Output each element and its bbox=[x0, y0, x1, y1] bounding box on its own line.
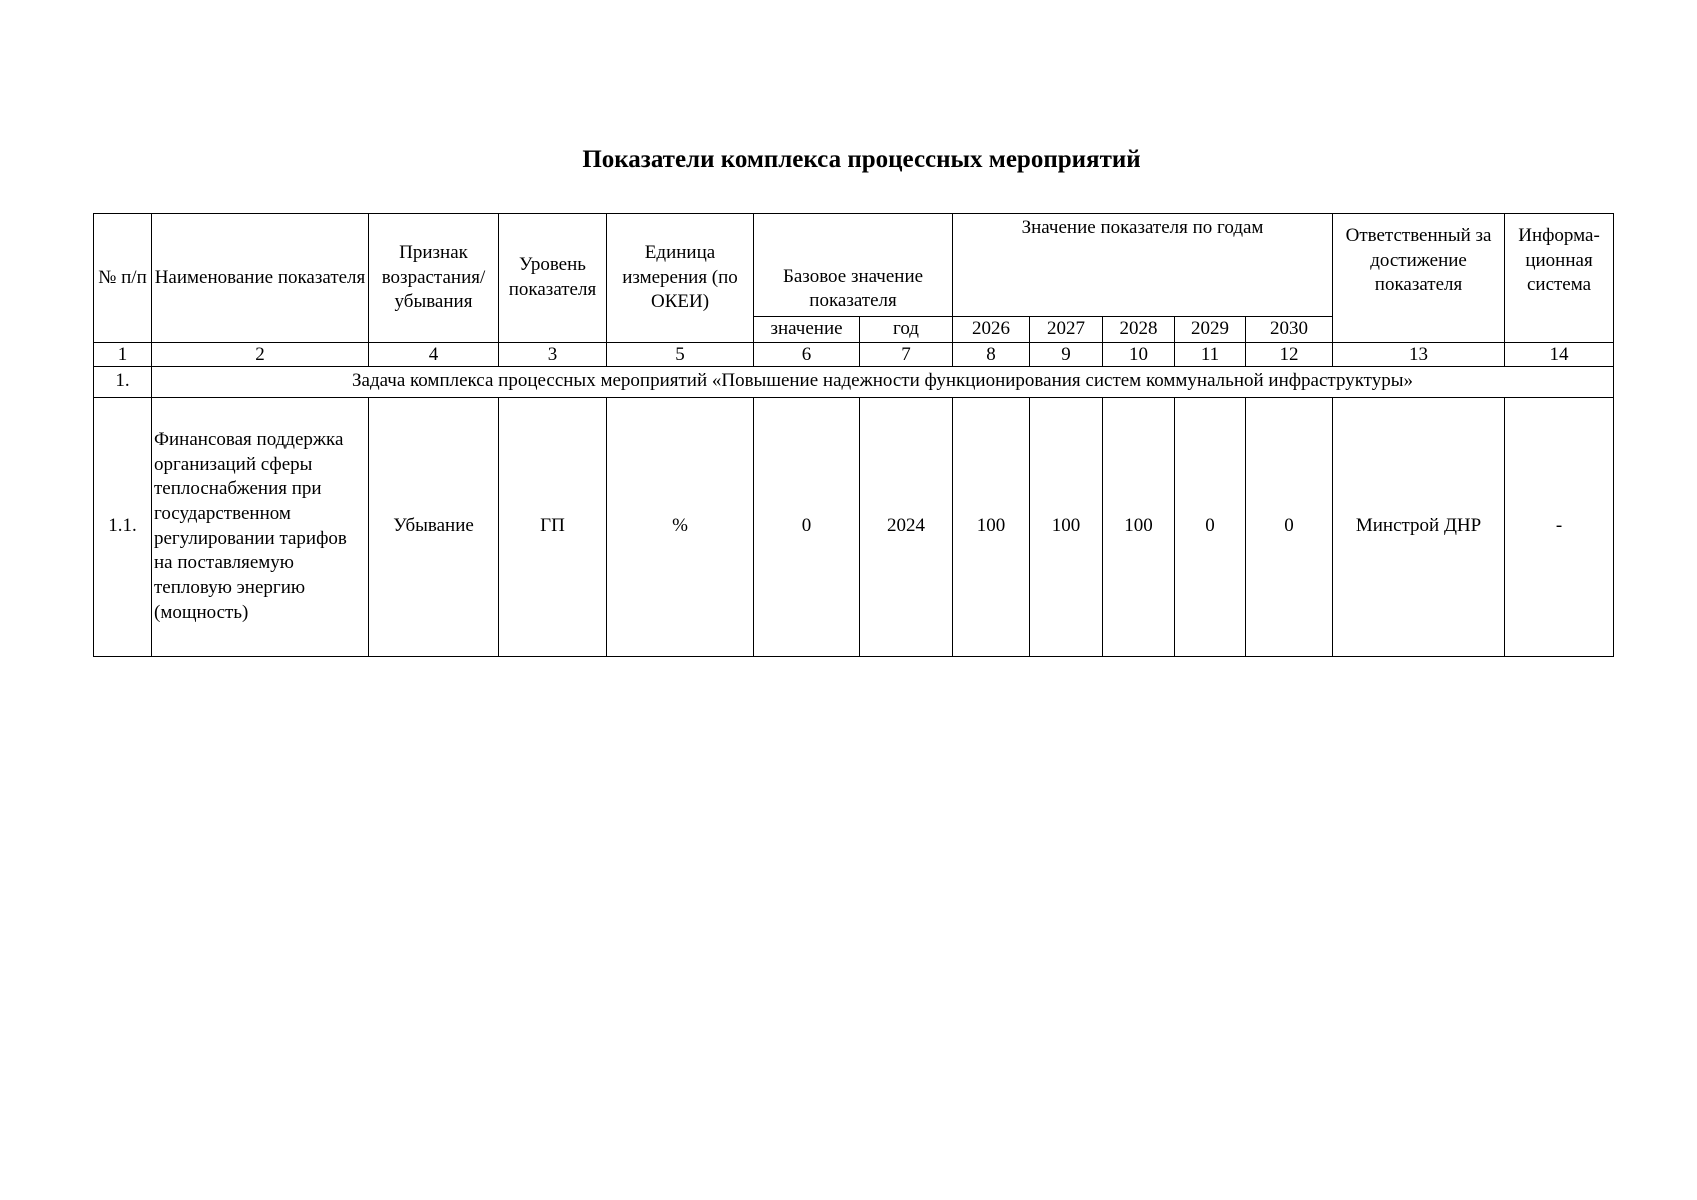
header-name: Наименование показателя bbox=[152, 214, 369, 343]
row-num: 1.1. bbox=[94, 397, 152, 656]
column-numbers-row bbox=[94, 342, 1614, 366]
row-value-2028: 100 bbox=[1103, 397, 1175, 656]
row-level: ГП bbox=[499, 397, 607, 656]
task-text: Задача комплекса процессных мероприятий «Повышение надежности функционирования систем коммунальной инфраструктуры» bbox=[152, 366, 1614, 397]
header-years-group: Значение показателя по годам bbox=[953, 214, 1333, 317]
header-row-1 bbox=[94, 214, 1614, 317]
header-unit: Единица измерения (по ОКЕИ) bbox=[607, 214, 754, 343]
header-info-system: Информа-ционная система bbox=[1505, 214, 1614, 343]
row-unit: % bbox=[607, 397, 754, 656]
column-number: 14 bbox=[1505, 342, 1614, 366]
header-level: Уровень показателя bbox=[499, 214, 607, 343]
indicators-table bbox=[93, 213, 1614, 657]
header-num: № п/п bbox=[94, 214, 152, 343]
page-title: Показатели комплекса процессных мероприятий bbox=[582, 146, 1141, 173]
row-value-2027: 100 bbox=[1030, 397, 1103, 656]
row-value-2029: 0 bbox=[1175, 397, 1246, 656]
header-base-value: значение bbox=[754, 317, 860, 343]
row-base-year: 2024 bbox=[860, 397, 953, 656]
row-trend: Убывание bbox=[369, 397, 499, 656]
task-row bbox=[94, 366, 1614, 397]
header-base-year: год bbox=[860, 317, 953, 343]
column-number: 12 bbox=[1246, 342, 1333, 366]
header-year: 2026 bbox=[953, 317, 1030, 343]
column-number: 5 bbox=[607, 342, 754, 366]
row-responsible: Минстрой ДНР bbox=[1333, 397, 1505, 656]
row-base-value: 0 bbox=[754, 397, 860, 656]
column-number: 6 bbox=[754, 342, 860, 366]
header-trend: Признак возрастания/ убывания bbox=[369, 214, 499, 343]
row-name: Финансовая поддержка организаций сферы теплоснабжения при государственном регулировании тарифов на поставляемую тепловую энергию (мощность) bbox=[152, 397, 369, 656]
header-year: 2030 bbox=[1246, 317, 1333, 343]
header-year: 2028 bbox=[1103, 317, 1175, 343]
header-year: 2029 bbox=[1175, 317, 1246, 343]
row-value-2030: 0 bbox=[1246, 397, 1333, 656]
row-value-2026: 100 bbox=[953, 397, 1030, 656]
column-number: 7 bbox=[860, 342, 953, 366]
table-row bbox=[94, 397, 1614, 656]
column-number: 13 bbox=[1333, 342, 1505, 366]
column-number: 9 bbox=[1030, 342, 1103, 366]
task-num: 1. bbox=[94, 366, 152, 397]
column-number: 4 bbox=[369, 342, 499, 366]
row-info-system: - bbox=[1505, 397, 1614, 656]
header-year: 2027 bbox=[1030, 317, 1103, 343]
column-number: 10 bbox=[1103, 342, 1175, 366]
column-number: 2 bbox=[152, 342, 369, 366]
column-number: 11 bbox=[1175, 342, 1246, 366]
column-number: 3 bbox=[499, 342, 607, 366]
header-responsible: Ответственный за достижение показателя bbox=[1333, 214, 1505, 343]
column-number: 8 bbox=[953, 342, 1030, 366]
column-number: 1 bbox=[94, 342, 152, 366]
header-base: Базовое значение показателя bbox=[754, 214, 953, 317]
